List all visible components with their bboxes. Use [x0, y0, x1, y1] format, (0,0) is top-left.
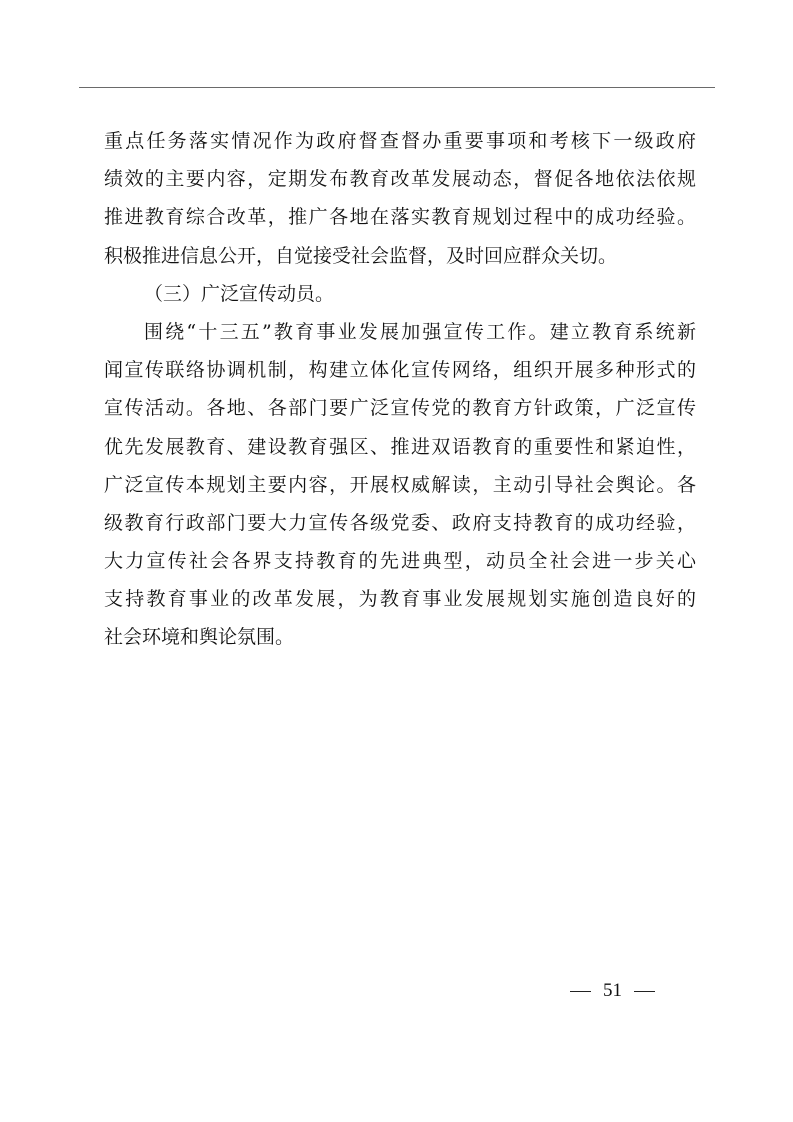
- text-line: 级教育行政部门要大力宣传各级党委、政府支持教育的成功经验，: [104, 511, 696, 534]
- text-line: 闻宣传联络协调机制，构建立体化宣传网络，组织开展多种形式的: [104, 359, 696, 382]
- page-number-right-dash: [634, 991, 655, 992]
- text-line: 优先发展教育、建设教育强区、推进双语教育的重要性和紧迫性，: [104, 435, 696, 458]
- text-line: 积极推进信息公开，自觉接受社会监督，及时回应群众关切。: [104, 244, 618, 267]
- body-text: [104, 122, 696, 657]
- page-number-value: 51: [603, 980, 622, 1001]
- text-line: 社会环境和舆论氛围。: [104, 626, 295, 649]
- section-heading: （三）广泛宣传动员。: [144, 282, 335, 305]
- text-line: 重点任务落实情况作为政府督查督办重要事项和考核下一级政府: [104, 130, 696, 152]
- page-number: [570, 978, 710, 1004]
- text-line: 广泛宣传本规划主要内容，开展权威解读，主动引导社会舆论。各: [104, 473, 696, 496]
- header-rule: [79, 87, 715, 88]
- text-line: 绩效的主要内容，定期发布教育改革发展动态，督促各地依法依规: [104, 168, 696, 191]
- page-number-left-dash: [570, 991, 591, 992]
- text-line: 围绕“十三五”教育事业发展加强宣传工作。建立教育系统新: [144, 320, 696, 343]
- text-line: 推进教育综合改革，推广各地在落实教育规划过程中的成功经验。: [104, 206, 696, 229]
- text-line: 支持教育事业的改革发展，为教育事业发展规划实施创造良好的: [104, 588, 696, 611]
- text-line: 大力宣传社会各界支持教育的先进典型，动员全社会进一步关心: [104, 550, 696, 573]
- text-line: 宣传活动。各地、各部门要广泛宣传党的教育方针政策，广泛宣传: [104, 397, 696, 420]
